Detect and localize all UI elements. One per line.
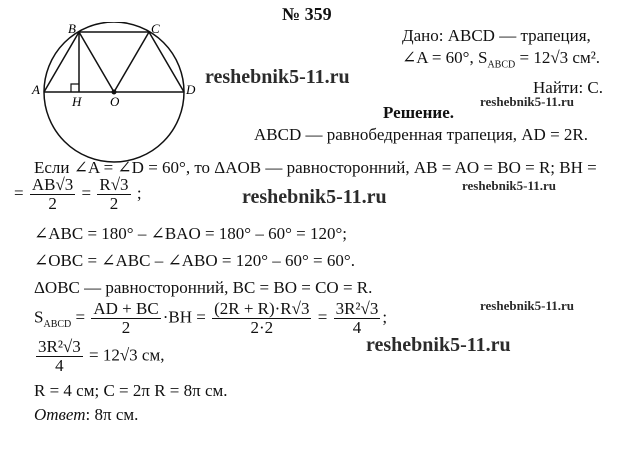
solution-line-3: = $\frac{AB√3}{2}$ = $\frac{R√3}{2}$ ; <box>14 175 142 213</box>
watermark: reshebnik5-11.ru <box>242 186 387 208</box>
right-angle-mark <box>71 84 79 92</box>
geometry-figure <box>28 22 208 172</box>
solution-line-4: ∠ABC = 180° – ∠BAO = 180° – 60° = 120°; <box>34 224 348 243</box>
solution-heading: Решение. <box>383 103 454 122</box>
watermark: reshebnik5-11.ru <box>480 298 575 313</box>
label-a: A <box>32 82 40 97</box>
solution-line-7: $S_{ABCD}$ = $\frac{AD + BC}{2}$ ·BH = $\frac{(2R + R)\cdot R√3}{2\cdot 2}$ = $\frac{\text{3R²√3}}{4}$ ; <box>34 299 388 337</box>
given-line-1: Дано: ABCD — трапеция, <box>402 26 591 45</box>
find-line: Найти: C. <box>533 78 604 97</box>
label-o: O <box>110 94 120 109</box>
segment-cd <box>149 32 184 92</box>
segment-bo <box>79 32 114 92</box>
watermark: reshebnik5-11.ru <box>366 334 511 356</box>
label-c: C <box>151 22 160 36</box>
solution-line-2: Если ∠A = ∠D = 60°, то ΔAOB — равносторонний, AB = AO = BO = R; BH = <box>34 158 597 177</box>
solution-line-5: ∠OBC = ∠ABC – ∠ABO = 120° – 60° = 60°. <box>34 251 355 270</box>
watermark: reshebnik5-11.ru <box>480 94 575 109</box>
solution-line-6: ΔOBC — равносторонний, BC = BO = CO = R. <box>34 278 373 297</box>
problem-number: № 359 <box>282 4 332 24</box>
label-d: D <box>186 82 196 97</box>
solution-line-9: R = 4 см; C = 2π R = 8π см. <box>34 381 228 400</box>
label-b: B <box>68 22 76 36</box>
solution-line-8: $\frac{\text{3R²√3}}{4}$ = 12√3 см, <box>38 337 165 375</box>
answer-line: Ответ: 8π см. <box>34 405 139 424</box>
watermark: reshebnik5-11.ru <box>462 178 557 193</box>
solution-line-1: ABCD — равнобедренная трапеция, AD = 2R. <box>254 125 588 144</box>
segment-co <box>114 32 149 92</box>
segment-ab <box>44 32 79 92</box>
label-h: H <box>72 94 82 109</box>
watermark: reshebnik5-11.ru <box>205 66 350 88</box>
given-line-2: ∠A = 60°, $S_{ABCD} = 12√3$ см². <box>402 48 601 71</box>
